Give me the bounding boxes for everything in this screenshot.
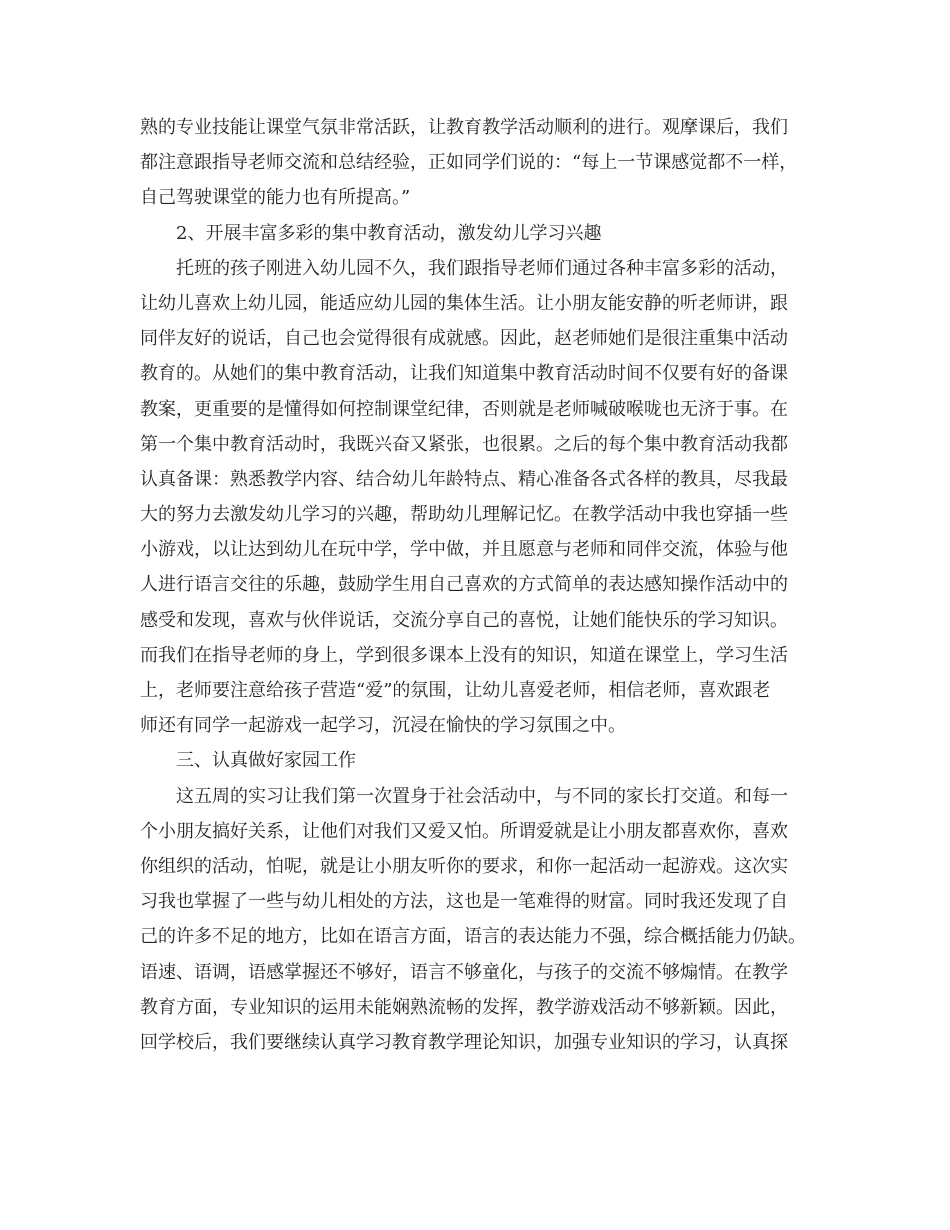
text-line: 而我们在指导老师的身上，学到很多课本上没有的知识，知道在课堂上，学习生活 (140, 644, 788, 666)
text-line: 己的许多不足的地方，比如在语言方面，语言的表达能力不强，综合概括能力仍缺。 (140, 926, 806, 948)
text-line: 上，老师要注意给孩子营造“爱”的氛围，让幼儿喜爱老师，相信老师，喜欢跟老 (140, 680, 771, 701)
text-line: 人进行语言交往的乐趣，鼓励学生用自己喜欢的方式简单的表达感知操作活动中的 (140, 574, 788, 596)
text-line: 熟的专业技能让课堂气氛非常活跃，让教育教学活动顺利的进行。观摩课后，我们 (140, 117, 788, 138)
document-body (140, 110, 830, 1060)
text-line: 认真备课：熟悉教学内容、结合幼儿年龄特点、精心准备各式各样的教具，尽我最 (140, 468, 788, 490)
text-line: 师还有同学一起游戏一起学习，沉浸在愉快的学习氛围之中。 (140, 715, 626, 737)
text-line: 三、认真做好家园工作 (176, 750, 356, 772)
text-line: 第一个集中教育活动时，我既兴奋又紧张，也很累。之后的每个集中教育活动我都 (140, 433, 788, 455)
text-line: 小游戏，以让达到幼儿在玩中学，学中做，并且愿意与老师和同伴交流，体验与他 (140, 539, 788, 561)
text-line: 感受和发现，喜欢与伙伴说话，交流分享自己的喜悦，让她们能快乐的学习知识。 (140, 609, 788, 631)
text-line: 回学校后，我们要继续认真学习教育教学理论知识，加强专业知识的学习，认真探 (140, 1031, 788, 1053)
text-line: 让幼儿喜欢上幼儿园，能适应幼儿园的集体生活。让小朋友能安静的听老师讲，跟 (140, 292, 788, 314)
text-line: 教案，更重要的是懂得如何控制课堂纪律，否则就是老师喊破喉咙也无济于事。在 (140, 398, 788, 420)
text-line: 你组织的活动，怕呢，就是让小朋友听你的要求，和你一起活动一起游戏。这次实 (140, 855, 788, 877)
text-line: 都注意跟指导老师交流和总结经验，正如同学们说的：“每上一节课感觉都不一样， (140, 152, 798, 174)
text-line: 习我也掌握了一些与幼儿相处的方法，这也是一笔难得的财富。同时我还发现了自 (140, 891, 788, 913)
text-line: 大的努力去激发幼儿学习的兴趣，帮助幼儿理解记忆。在教学活动中我也穿插一些 (140, 504, 788, 526)
text-line: 教育方面，专业知识的运用未能娴熟流畅的发挥，教学游戏活动不够新颖。因此， (140, 996, 788, 1018)
text-line: 自己驾驶课堂的能力也有所提高。” (140, 187, 411, 209)
text-line: 托班的孩子刚进入幼儿园不久，我们跟指导老师们通过各种丰富多彩的活动， (176, 257, 788, 279)
text-line: 语速、语调，语感掌握还不够好，语言不够童化，与孩子的交流不够煽情。在教学 (140, 961, 788, 983)
text-line: 教育的。从她们的集中教育活动，让我们知道集中教育活动时间不仅要有好的备课 (140, 363, 788, 385)
text-line: 个小朋友搞好关系，让他们对我们又爱又怕。所谓爱就是让小朋友都喜欢你，喜欢 (140, 820, 788, 842)
text-line: 同伴友好的说话，自己也会觉得很有成就感。因此，赵老师她们是很注重集中活动 (140, 328, 788, 350)
text-line: 2、开展丰富多彩的集中教育活动，激发幼儿学习兴趣 (176, 222, 602, 244)
text-line: 这五周的实习让我们第一次置身于社会活动中，与不同的家长打交道。和每一 (176, 785, 788, 807)
